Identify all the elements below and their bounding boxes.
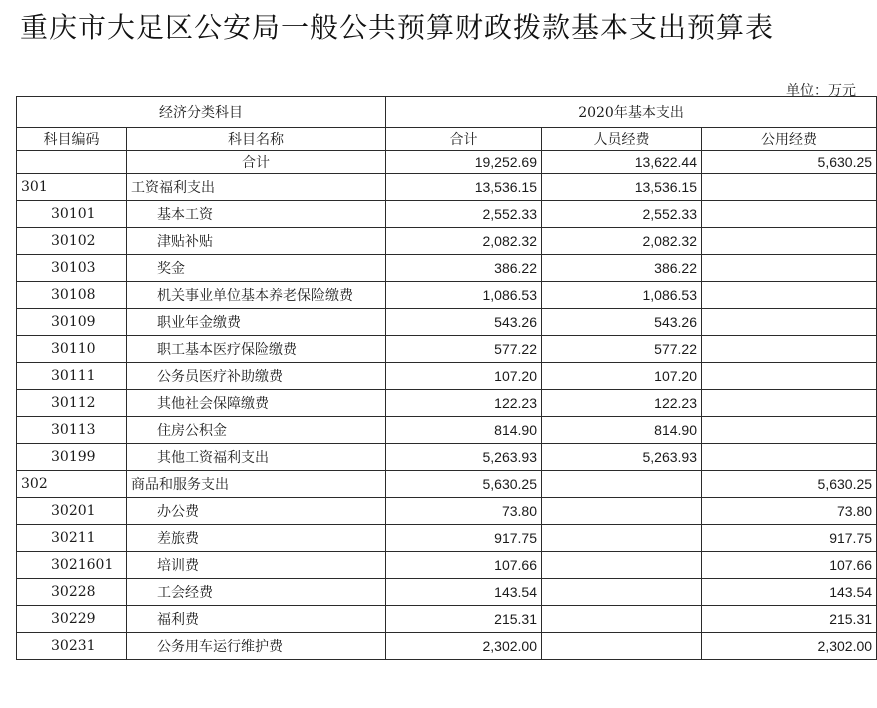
cell-name: 住房公积金 bbox=[127, 417, 386, 444]
cell-name: 工资福利支出 bbox=[127, 174, 386, 201]
cell-public bbox=[702, 390, 877, 417]
unit-label: 单位：万元 bbox=[786, 83, 856, 99]
table-row bbox=[17, 363, 877, 390]
header-basic-expenditure-2020: 2020年基本支出 bbox=[386, 97, 877, 128]
cell-total: 19,252.69 bbox=[386, 151, 542, 174]
table-row bbox=[17, 606, 877, 633]
cell-name: 培训费 bbox=[127, 552, 386, 579]
cell-name: 其他工资福利支出 bbox=[127, 444, 386, 471]
cell-personnel bbox=[542, 552, 702, 579]
cell-code: 30108 bbox=[17, 282, 127, 309]
cell-personnel: 13,536.15 bbox=[542, 174, 702, 201]
cell-name: 其他社会保障缴费 bbox=[127, 390, 386, 417]
cell-public bbox=[702, 417, 877, 444]
cell-total: 2,302.00 bbox=[386, 633, 542, 660]
cell-name: 商品和服务支出 bbox=[127, 471, 386, 498]
header-personnel: 人员经费 bbox=[542, 128, 702, 151]
table-row bbox=[17, 309, 877, 336]
header-code: 科目编码 bbox=[17, 128, 127, 151]
cell-code: 30103 bbox=[17, 255, 127, 282]
cell-public bbox=[702, 336, 877, 363]
cell-name: 福利费 bbox=[127, 606, 386, 633]
cell-code: 301 bbox=[17, 174, 127, 201]
cell-name: 机关事业单位基本养老保险缴费 bbox=[127, 282, 386, 309]
cell-personnel: 13,622.44 bbox=[542, 151, 702, 174]
cell-name: 工会经费 bbox=[127, 579, 386, 606]
cell-total: 543.26 bbox=[386, 309, 542, 336]
cell-total: 73.80 bbox=[386, 498, 542, 525]
table-row bbox=[17, 579, 877, 606]
cell-name: 公务用车运行维护费 bbox=[127, 633, 386, 660]
cell-total: 13,536.15 bbox=[386, 174, 542, 201]
header-total: 合计 bbox=[386, 128, 542, 151]
cell-personnel: 543.26 bbox=[542, 309, 702, 336]
cell-name: 津贴补贴 bbox=[127, 228, 386, 255]
cell-name: 公务员医疗补助缴费 bbox=[127, 363, 386, 390]
cell-name: 基本工资 bbox=[127, 201, 386, 228]
cell-code: 30113 bbox=[17, 417, 127, 444]
cell-public: 5,630.25 bbox=[702, 471, 877, 498]
cell-personnel: 2,082.32 bbox=[542, 228, 702, 255]
cell-code: 30101 bbox=[17, 201, 127, 228]
cell-total: 814.90 bbox=[386, 417, 542, 444]
cell-code: 30102 bbox=[17, 228, 127, 255]
cell-code: 30199 bbox=[17, 444, 127, 471]
cell-total: 107.66 bbox=[386, 552, 542, 579]
cell-personnel: 2,552.33 bbox=[542, 201, 702, 228]
cell-code: 30110 bbox=[17, 336, 127, 363]
cell-personnel bbox=[542, 579, 702, 606]
cell-personnel bbox=[542, 471, 702, 498]
cell-personnel: 814.90 bbox=[542, 417, 702, 444]
cell-code: 30211 bbox=[17, 525, 127, 552]
cell-name: 差旅费 bbox=[127, 525, 386, 552]
budget-table bbox=[16, 96, 877, 660]
cell-personnel bbox=[542, 606, 702, 633]
cell-name: 奖金 bbox=[127, 255, 386, 282]
table-row bbox=[17, 228, 877, 255]
header-name: 科目名称 bbox=[127, 128, 386, 151]
cell-personnel bbox=[542, 633, 702, 660]
header-econ-class: 经济分类科目 bbox=[17, 97, 386, 128]
table-row bbox=[17, 174, 877, 201]
cell-total: 5,630.25 bbox=[386, 471, 542, 498]
cell-total: 215.31 bbox=[386, 606, 542, 633]
table-row bbox=[17, 444, 877, 471]
cell-code: 3021601 bbox=[17, 552, 127, 579]
cell-personnel: 5,263.93 bbox=[542, 444, 702, 471]
document-title: 重庆市大足区公安局一般公共预算财政拨款基本支出预算表 bbox=[20, 11, 775, 44]
header-public: 公用经费 bbox=[702, 128, 877, 151]
cell-code: 30231 bbox=[17, 633, 127, 660]
cell-public: 917.75 bbox=[702, 525, 877, 552]
cell-total: 917.75 bbox=[386, 525, 542, 552]
cell-name: 办公费 bbox=[127, 498, 386, 525]
cell-public bbox=[702, 255, 877, 282]
table-row bbox=[17, 201, 877, 228]
cell-public bbox=[702, 282, 877, 309]
cell-total: 1,086.53 bbox=[386, 282, 542, 309]
table-row bbox=[17, 417, 877, 444]
cell-total: 577.22 bbox=[386, 336, 542, 363]
cell-public bbox=[702, 174, 877, 201]
cell-name: 合计 bbox=[127, 151, 386, 174]
table-row bbox=[17, 336, 877, 363]
table-row bbox=[17, 525, 877, 552]
cell-code: 302 bbox=[17, 471, 127, 498]
cell-personnel bbox=[542, 525, 702, 552]
cell-public bbox=[702, 228, 877, 255]
cell-public bbox=[702, 363, 877, 390]
cell-personnel: 107.20 bbox=[542, 363, 702, 390]
cell-personnel bbox=[542, 498, 702, 525]
cell-total: 5,263.93 bbox=[386, 444, 542, 471]
cell-public bbox=[702, 309, 877, 336]
table-row bbox=[17, 633, 877, 660]
cell-public: 73.80 bbox=[702, 498, 877, 525]
cell-public bbox=[702, 444, 877, 471]
cell-public: 143.54 bbox=[702, 579, 877, 606]
cell-public bbox=[702, 201, 877, 228]
table-row bbox=[17, 471, 877, 498]
cell-code: 30228 bbox=[17, 579, 127, 606]
cell-code: 30109 bbox=[17, 309, 127, 336]
cell-total: 2,082.32 bbox=[386, 228, 542, 255]
cell-name: 职工基本医疗保险缴费 bbox=[127, 336, 386, 363]
cell-public: 215.31 bbox=[702, 606, 877, 633]
cell-personnel: 386.22 bbox=[542, 255, 702, 282]
cell-public: 5,630.25 bbox=[702, 151, 877, 174]
cell-total: 143.54 bbox=[386, 579, 542, 606]
cell-code: 30112 bbox=[17, 390, 127, 417]
cell-total: 107.20 bbox=[386, 363, 542, 390]
table-row bbox=[17, 282, 877, 309]
cell-public: 2,302.00 bbox=[702, 633, 877, 660]
table-row bbox=[17, 390, 877, 417]
cell-code: 30201 bbox=[17, 498, 127, 525]
cell-code: 30229 bbox=[17, 606, 127, 633]
cell-total: 2,552.33 bbox=[386, 201, 542, 228]
table-row bbox=[17, 255, 877, 282]
cell-personnel: 122.23 bbox=[542, 390, 702, 417]
header-row-group bbox=[17, 97, 877, 128]
cell-code bbox=[17, 151, 127, 174]
cell-total: 122.23 bbox=[386, 390, 542, 417]
cell-name: 职业年金缴费 bbox=[127, 309, 386, 336]
cell-personnel: 1,086.53 bbox=[542, 282, 702, 309]
cell-total: 386.22 bbox=[386, 255, 542, 282]
cell-code: 30111 bbox=[17, 363, 127, 390]
total-row bbox=[17, 151, 877, 174]
table-row bbox=[17, 498, 877, 525]
cell-personnel: 577.22 bbox=[542, 336, 702, 363]
cell-public: 107.66 bbox=[702, 552, 877, 579]
table-row bbox=[17, 552, 877, 579]
header-row-columns bbox=[17, 128, 877, 151]
